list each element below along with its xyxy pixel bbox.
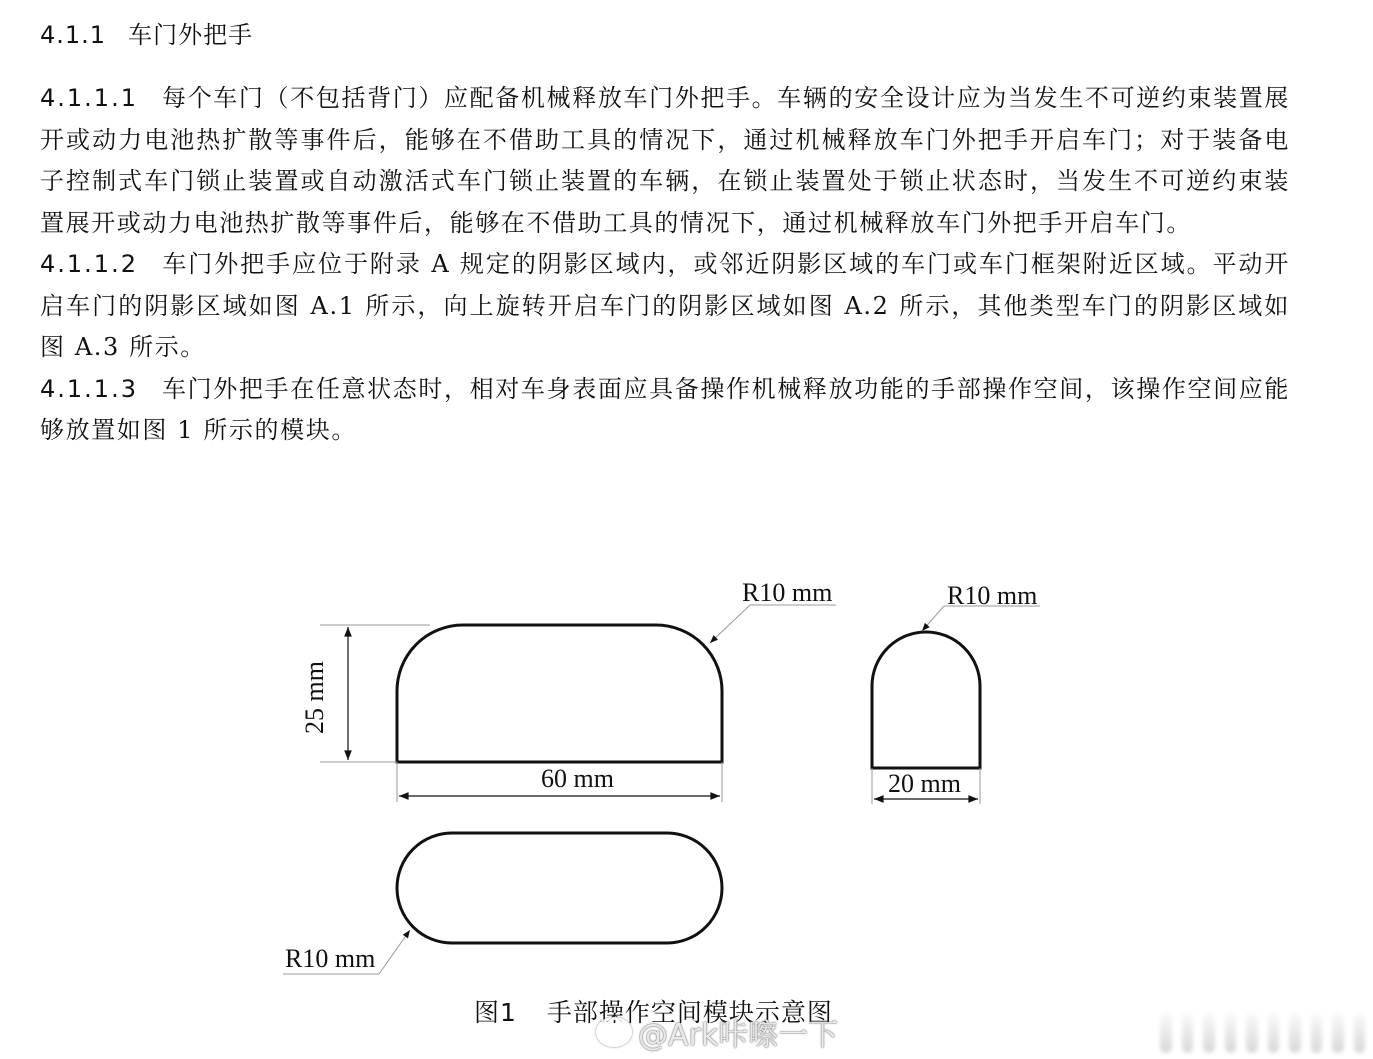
side-radius-label: R10 mm xyxy=(947,581,1038,610)
clause-4-1-1-2 xyxy=(40,244,1290,369)
front-height-label: 25 mm xyxy=(300,661,329,734)
section-number: 4.1.1 xyxy=(40,21,107,49)
figure-title: 手部操作空间模块示意图 xyxy=(546,998,833,1027)
weibo-watermark xyxy=(596,1010,838,1054)
weibo-logo-icon xyxy=(596,1017,632,1047)
side-width-label: 20 mm xyxy=(888,769,961,798)
section-body xyxy=(40,78,1290,452)
section-title: 车门外把手 xyxy=(128,21,254,49)
front-radius-label: R10 mm xyxy=(742,578,833,607)
clause-number: 4.1.1.1 xyxy=(40,84,138,112)
watermark-text: @Ark咔嚓一下 xyxy=(638,1018,839,1053)
clause-4-1-1-1 xyxy=(40,78,1290,244)
section-heading xyxy=(40,18,253,52)
clause-text: 每个车门（不包括背门）应配备机械释放车门外把手。车辆的安全设计应为当发生不可逆约束装置展开或动力电池热扩散等事件后，能够在不借助工具的情况下，通过机械释放车门外把手开启车门；对于装备电子控制式车门锁止装置或自动激活式车门锁止装置的车辆，在锁止装置处于锁止状态时，当发生不可逆约束装置展开或动力电池热扩散等事件后，能够在不借助工具的情况下，通过机械释放车门外把手开启车门。 xyxy=(40,84,1290,237)
blurred-artifact xyxy=(1160,1012,1365,1054)
clause-text: 车门外把手在任意状态时，相对车身表面应具备操作机械释放功能的手部操作空间，该操作空间应能够放置如图 1 所示的模块。 xyxy=(40,374,1290,444)
module-drawing xyxy=(0,540,1373,1059)
figure-hand-space-module xyxy=(0,540,1373,1059)
clause-text: 车门外把手应位于附录 A 规定的阴影区域内，或邻近阴影区域的车门或车门框架附近区域。平动开启车门的阴影区域如图 A.1 所示，向上旋转开启车门的阴影区域如图 A.2 所示，其他类型车门的阴影区域如图 A.3 所示。 xyxy=(40,250,1290,361)
top-radius-label: R10 mm xyxy=(285,944,376,973)
figure-number: 图1 xyxy=(474,998,517,1027)
clause-4-1-1-3 xyxy=(40,369,1290,452)
clause-number: 4.1.1.3 xyxy=(40,374,138,403)
clause-number: 4.1.1.2 xyxy=(40,250,138,278)
front-width-label: 60 mm xyxy=(541,764,614,793)
